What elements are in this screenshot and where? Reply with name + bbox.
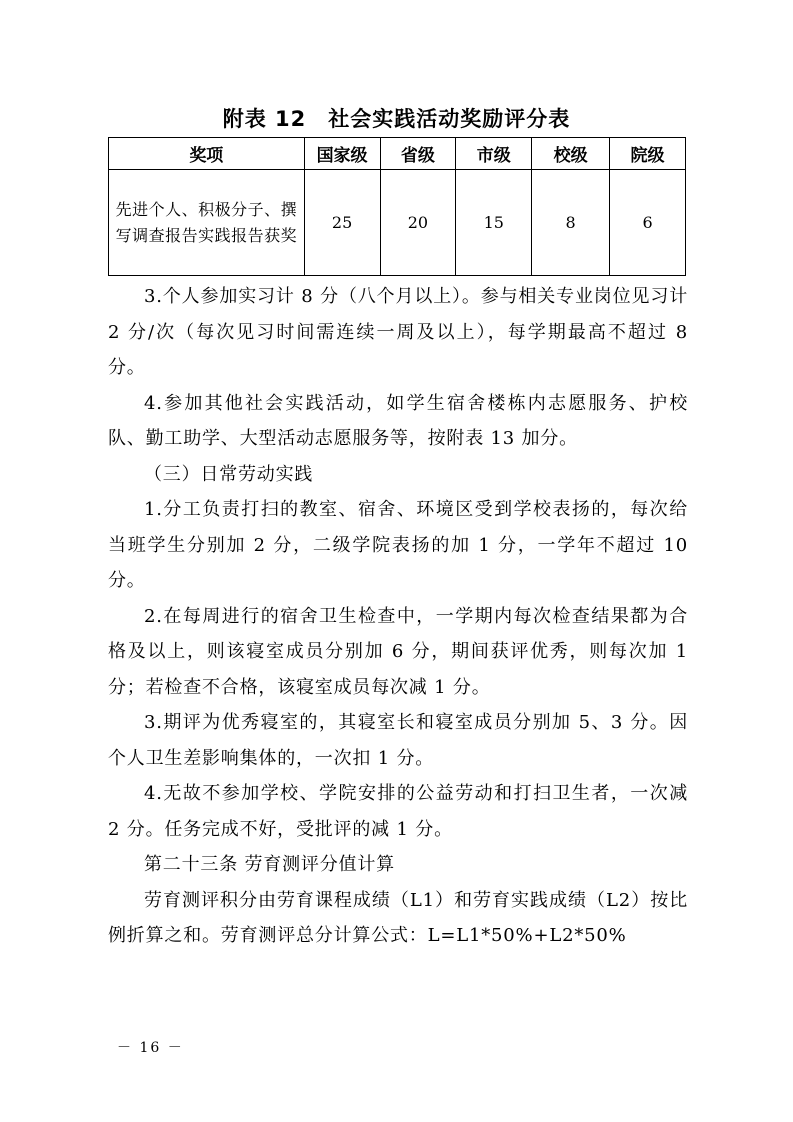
header-college-level: 院级: [610, 138, 686, 170]
body-text: [108, 279, 688, 954]
page-number: － 16 －: [117, 1040, 184, 1056]
score-national: 25: [304, 170, 380, 276]
table-row: [109, 170, 686, 276]
paragraph-cleaning-praise: 1.分工负责打扫的教室、宿舍、环境区受到学校表扬的，每次给当班学生分别加 2 分，二级学院表扬的加 1 分，一学年不超过 10 分。: [108, 499, 688, 591]
paragraph-internship: 3.个人参加实习计 8 分（八个月以上）。参与相关专业岗位见习计 2 分/次（每次见习时间需连续一周及以上），每学期最高不超过 8 分。: [108, 286, 688, 378]
section-heading-daily-labor: （三）日常劳动实践: [144, 463, 314, 485]
paragraph-absence-penalty: 4.无故不参加学校、学院安排的公益劳动和打扫卫生者，一次减 2 分。任务完成不好，受批评的减 1 分。: [108, 783, 688, 840]
paragraph-dorm-inspection: 2.在每周进行的宿舍卫生检查中，一学期内每次检查结果都为合格及以上，则该寝室成员分别加 6 分，期间获评优秀，则每次加 1 分；若检查不合格，该寝室成员每次减 1 分。: [108, 605, 688, 698]
paragraph-score-formula: 劳育测评积分由劳育课程成绩（L1）和劳育实践成绩（L2）按比例折算之和。劳育测评总分计算公式：L=L1*50%+L2*50%: [108, 889, 688, 946]
table-title: 附表 12 社会实践活动奖励评分表: [222, 107, 571, 131]
header-award-item: 奖项: [109, 138, 305, 170]
table-header-row: [109, 138, 686, 170]
paragraph-other-activities: 4.参加其他社会实践活动，如学生宿舍楼栋内志愿服务、护校队、勤工助学、大型活动志愿服务等，按附表 13 加分。: [108, 392, 688, 449]
header-provincial-level: 省级: [380, 138, 456, 170]
score-school: 8: [532, 170, 610, 276]
award-item-cell: 先进个人、积极分子、撰写调查报告实践报告获奖: [109, 170, 305, 276]
score-city: 15: [456, 170, 532, 276]
header-school-level: 校级: [532, 138, 610, 170]
score-college: 6: [610, 170, 686, 276]
paragraph-excellent-dorm: 3.期评为优秀寝室的，其寝室长和寝室成员分别加 5、3 分。因个人卫生差影响集体的，一次扣 1 分。: [108, 712, 688, 769]
header-city-level: 市级: [456, 138, 532, 170]
reward-score-table: [108, 137, 686, 276]
article-heading-23: 第二十三条 劳育测评分值计算: [144, 854, 395, 875]
score-provincial: 20: [380, 170, 456, 276]
header-national-level: 国家级: [304, 138, 380, 170]
